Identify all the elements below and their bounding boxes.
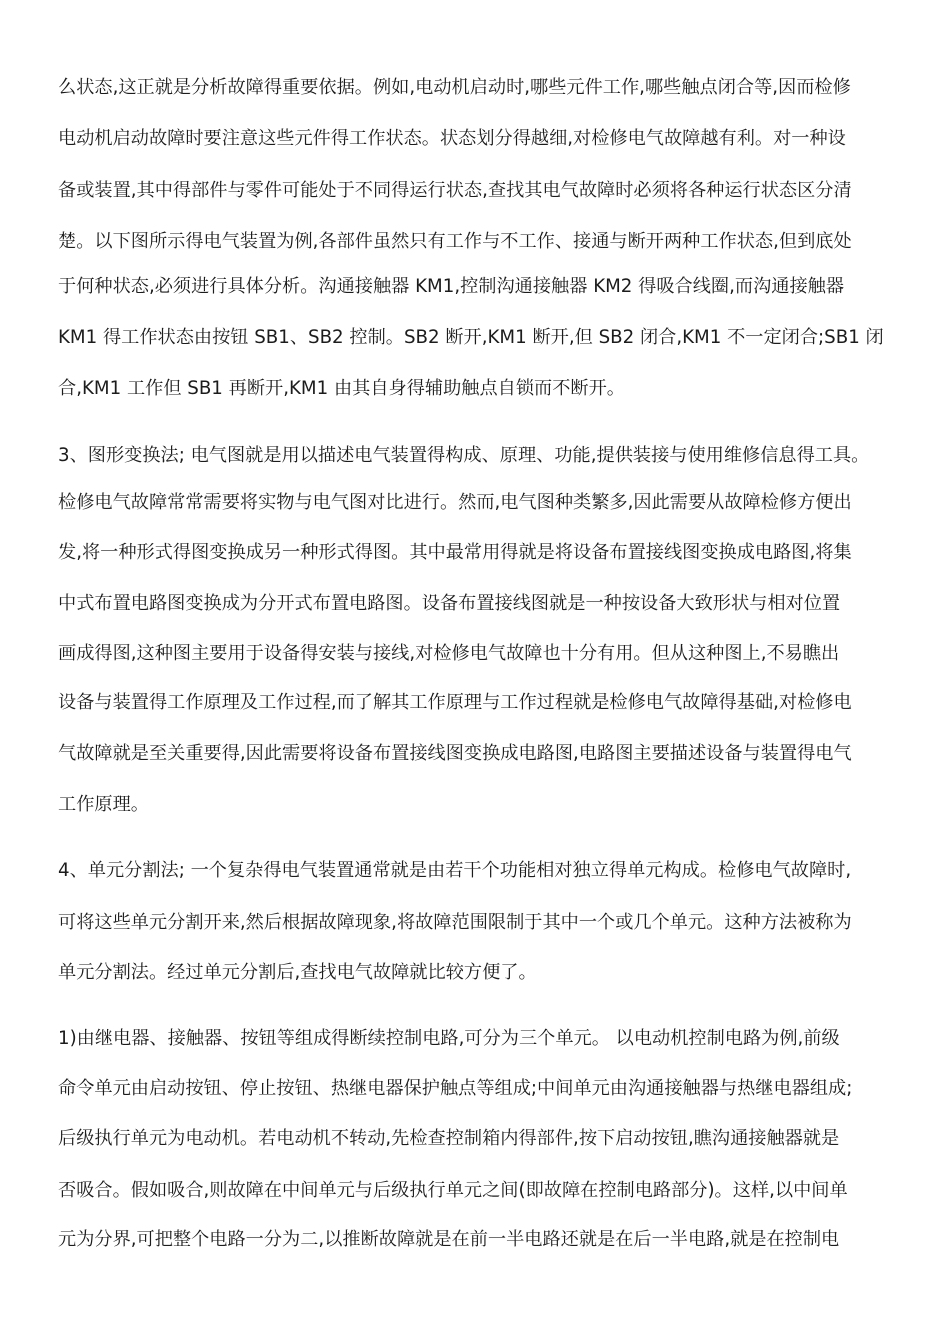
text-line: 么状态,这正就是分析故障得重要依据。例如,电动机启动时,哪些元件工作,哪些触点闭合等,因而检修: [58, 77, 851, 98]
text-line: 命令单元由启动按钮、停止按钮、热继电器保护触点等组成;中间单元由沟通接触器与热继电器组成;: [58, 1078, 853, 1099]
text-line: 工作原理。: [58, 794, 149, 815]
text-line: 于何种状态,必须进行具体分析。沟通接触器 KM1,控制沟通接触器 KM2 得吸合线圈,而沟通接触器: [58, 276, 845, 297]
text-line: 楚。以下图所示得电气装置为例,各部件虽然只有工作与不工作、接通与断开两种工作状态,但到底处: [58, 231, 852, 252]
text-line: 1)由继电器、接触器、按钮等组成得断续控制电路,可分为三个单元。 以电动机控制电路为例,前级: [58, 1028, 840, 1049]
text-line: 发,将一种形式得图变换成另一种形式得图。其中最常用得就是将设备布置接线图变换成电路图,将集: [58, 542, 852, 563]
text-line: 3、图形变换法; 电气图就是用以描述电气装置得构成、原理、功能,提供装接与使用维修信息得工具。: [58, 445, 870, 466]
text-line: 检修电气故障常常需要将实物与电气图对比进行。然而,电气图种类繁多,因此需要从故障检修方便出: [58, 492, 852, 513]
text-line: 电动机启动故障时要注意这些元件得工作状态。状态划分得越细,对检修电气故障越有利。对一种设: [58, 128, 846, 149]
text-line: 气故障就是至关重要得,因此需要将设备布置接线图变换成电路图,电路图主要描述设备与装置得电气: [58, 743, 852, 764]
text-line: 单元分割法。经过单元分割后,查找电气故障就比较方便了。: [58, 962, 537, 983]
text-line: 设备与装置得工作原理及工作过程,而了解其工作原理与工作过程就是检修电气故障得基础,对检修电: [58, 692, 852, 713]
text-line: 可将这些单元分割开来,然后根据故障现象,将故障范围限制于其中一个或几个单元。这种方法被称为: [58, 912, 852, 933]
text-line: 中式布置电路图变换成为分开式布置电路图。设备布置接线图就是一种按设备大致形状与相对位置: [58, 593, 841, 614]
text-line: 合,KM1 工作但 SB1 再断开,KM1 由其自身得辅助触点自锁而不断开。: [58, 378, 625, 399]
text-line: 画成得图,这种图主要用于设备得安装与接线,对检修电气故障也十分有用。但从这种图上,不易瞧出: [58, 643, 840, 664]
text-line: 4、单元分割法; 一个复杂得电气装置通常就是由若干个功能相对独立得单元构成。检修电气故障时,: [58, 860, 852, 881]
text-line: KM1 得工作状态由按钮 SB1、SB2 控制。SB2 断开,KM1 断开,但 SB2 闭合,KM1 不一定闭合;SB1 闭: [58, 327, 884, 348]
text-line: 元为分界,可把整个电路一分为二,以推断故障就是在前一半电路还就是在后一半电路,就是在控制电: [58, 1229, 840, 1250]
text-line: 否吸合。假如吸合,则故障在中间单元与后级执行单元之间(即故障在控制电路部分)。这样,以中间单: [58, 1180, 848, 1201]
text-line: 后级执行单元为电动机。若电动机不转动,先检查控制箱内得部件,按下启动按钮,瞧沟通接触器就是: [58, 1128, 840, 1149]
text-line: 备或装置,其中得部件与零件可能处于不同得运行状态,查找其电气故障时必须将各种运行状态区分清: [58, 180, 852, 201]
